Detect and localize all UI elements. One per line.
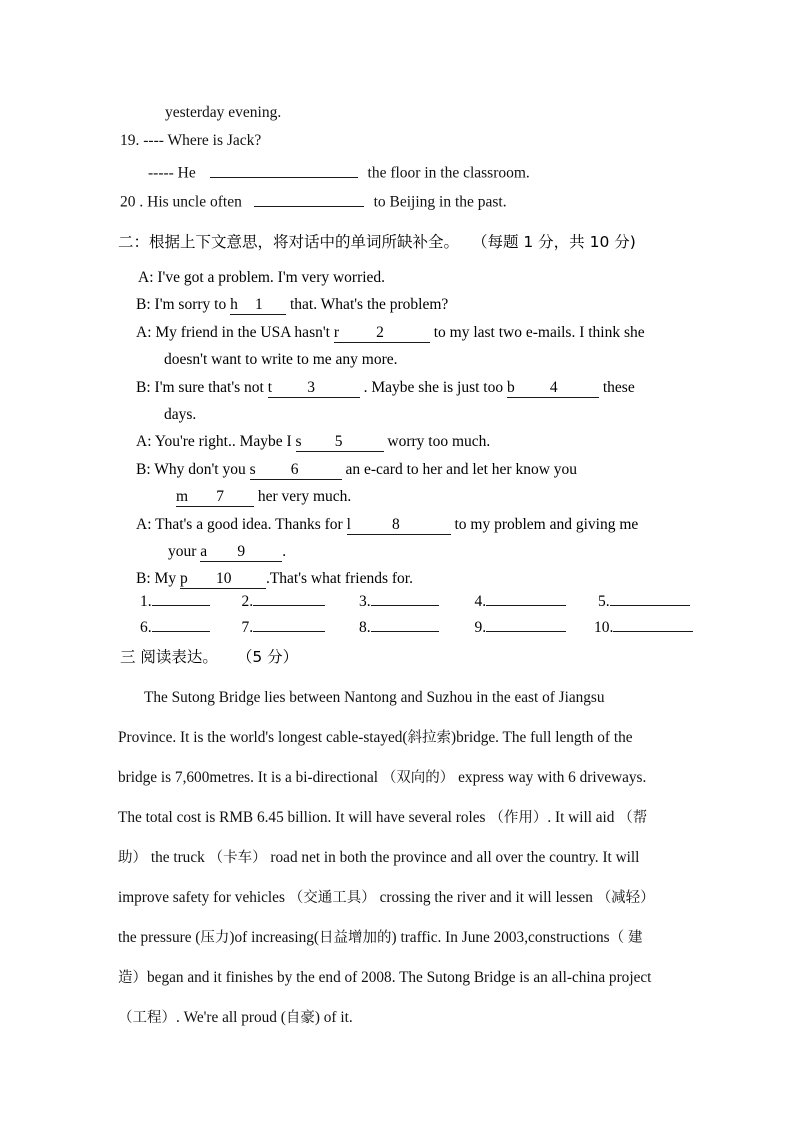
- passage-text: road net in both the province and all over the country. It will: [266, 849, 640, 866]
- passage-gloss-cn: 压力: [200, 930, 230, 946]
- question-20-text: His uncle often: [147, 193, 242, 211]
- answer-cell-6[interactable]: [140, 615, 210, 637]
- dialogue-blank-1[interactable]: [230, 296, 286, 315]
- dialogue-text: That's a good idea. Thanks for: [155, 515, 347, 533]
- blank-letter-hint: a: [200, 543, 208, 560]
- question-19-line-2: [148, 161, 530, 181]
- section-three-heading-text: 三 阅读表达。: [120, 648, 218, 666]
- passage-line: [118, 878, 678, 918]
- answer-label-5: 5.: [598, 592, 610, 610]
- question-19-blank[interactable]: [210, 161, 358, 178]
- answer-label-4: 4.: [474, 592, 487, 610]
- dialogue-text: .: [282, 543, 287, 560]
- answer-line-7[interactable]: [253, 615, 325, 632]
- passage-text: )bridge. The full length of the: [451, 729, 633, 746]
- dialogue-text: worry too much.: [383, 433, 491, 451]
- answer-cell-8[interactable]: [359, 615, 439, 637]
- answer-label-6: 6.: [140, 618, 152, 636]
- passage-gloss-cn: （: [609, 930, 625, 946]
- question-20-line: [120, 190, 507, 210]
- answer-cell-4[interactable]: [475, 589, 567, 611]
- passage-gloss-cn: 助）: [118, 850, 147, 866]
- section-three-heading-score: （5 分）: [236, 648, 299, 666]
- answer-line-1[interactable]: [152, 589, 210, 606]
- dialogue-text: You're right.. Maybe I: [154, 433, 296, 451]
- passage-gloss-cn: （卡车）: [208, 850, 267, 866]
- dialogue-text: her very much.: [254, 488, 352, 506]
- dialogue-speaker: B:: [136, 460, 155, 478]
- passage-gloss-cn: 建: [627, 930, 643, 946]
- dialogue-text: Why don't you: [154, 460, 250, 478]
- answer-cell-2[interactable]: [242, 589, 326, 611]
- dialogue-blank-3[interactable]: [268, 379, 360, 398]
- passage-gloss-cn: 日益增加的: [319, 930, 392, 946]
- dialogue-text: . Maybe she is just too: [359, 378, 507, 396]
- question-19-line-1: [120, 133, 261, 149]
- answer-line-5[interactable]: [610, 589, 690, 606]
- answer-blank-row-1: [140, 589, 690, 611]
- passage-line: [118, 918, 678, 958]
- dialogue-text: that. What's the problem?: [286, 296, 449, 314]
- passage-text: . We're all proud (: [176, 1009, 286, 1026]
- answer-line-3[interactable]: [371, 589, 439, 606]
- passage-text: improve safety for vehicles: [118, 889, 289, 906]
- blank-letter-hint: s: [249, 460, 256, 478]
- answer-cell-9[interactable]: [475, 615, 567, 637]
- passage-line: [118, 838, 678, 878]
- passage-gloss-cn: （双向的）: [381, 770, 455, 786]
- answer-cell-10[interactable]: [594, 615, 693, 637]
- dialogue-speaker: A:: [136, 515, 156, 533]
- answer-label-1: 1.: [140, 592, 152, 610]
- answer-blank-row-2: [140, 615, 693, 637]
- dialogue-line: [136, 379, 635, 398]
- dialogue-text: to my last two e-mails. I think she: [429, 323, 645, 341]
- answer-label-8: 8.: [359, 618, 371, 636]
- passage-text: )of increasing(: [229, 929, 320, 946]
- dialogue-speaker: B:: [136, 378, 155, 396]
- passage-text: the truck: [147, 849, 209, 866]
- dialogue-line: [164, 351, 398, 369]
- dialogue-text: I'm sure that's not: [154, 378, 268, 396]
- passage-line: [118, 958, 678, 998]
- blank-number: 8: [392, 515, 400, 533]
- passage-text: The total cost is RMB 6.45 billion. It will have several roles: [118, 809, 490, 826]
- dialogue-speaker: B:: [136, 296, 155, 314]
- blank-letter-hint: s: [295, 433, 302, 451]
- section-three-heading: [120, 645, 298, 667]
- blank-letter-hint: h: [230, 296, 238, 314]
- question-20-suffix: to Beijing in the past.: [373, 193, 507, 211]
- blank-number: 4: [549, 378, 558, 396]
- blank-number: 2: [376, 323, 384, 341]
- blank-number: 3: [307, 378, 315, 396]
- passage-text: express way with 6 driveways.: [454, 769, 647, 786]
- reading-passage: [118, 678, 678, 1038]
- dialogue-text: .That's what friends for.: [265, 570, 413, 588]
- blank-letter-hint: l: [346, 515, 351, 533]
- passage-gloss-cn: 斜拉索: [407, 730, 451, 746]
- dialogue-speaker: A:: [136, 323, 156, 341]
- passage-gloss-cn: （帮: [618, 810, 648, 826]
- passage-text: Province. It is the world's longest cable-stayed(: [118, 729, 408, 746]
- passage-line: [118, 998, 678, 1038]
- blank-number: 10: [215, 570, 232, 588]
- answer-cell-3[interactable]: [359, 589, 439, 611]
- answer-cell-5[interactable]: [598, 589, 690, 611]
- passage-text: began and it finishes by the end of 2008. The Sutong Bridge is an all-china project: [147, 969, 652, 986]
- passage-text: The Sutong Bridge lies between Nantong and Suzhou in the east of Jiangsu: [144, 689, 605, 706]
- blank-letter-hint: m: [176, 488, 189, 506]
- question-19-number: 19.: [120, 132, 140, 149]
- dialogue-blank-8[interactable]: [347, 516, 451, 535]
- dialogue-text: to my problem and giving me: [450, 515, 639, 533]
- answer-line-8[interactable]: [371, 615, 439, 632]
- dialogue-blank-7[interactable]: [176, 488, 254, 507]
- passage-text: ) traffic. In June 2003,constructions: [391, 929, 610, 946]
- dialogue-line: [136, 516, 638, 535]
- passage-gloss-cn: （作用）: [489, 810, 548, 826]
- dialogue-text: an e-card to her and let her know you: [341, 460, 578, 478]
- dialogue-text: days.: [164, 406, 197, 423]
- dialogue-blank-2[interactable]: [334, 324, 430, 343]
- blank-letter-hint: t: [267, 378, 273, 396]
- blank-number: 9: [237, 543, 246, 560]
- dialogue-speaker: A:: [136, 433, 155, 451]
- section-two-heading-score: （每题 1 分，共 10 分): [471, 233, 636, 251]
- dialogue-blank-5[interactable]: [296, 433, 384, 452]
- passage-gloss-cn: （减轻）: [596, 890, 655, 906]
- answer-cell-1[interactable]: [140, 589, 210, 611]
- answer-label-7: 7.: [241, 618, 254, 636]
- dialogue-text: doesn't want to write to me any more.: [164, 351, 398, 369]
- passage-line: [118, 798, 678, 838]
- dialogue-text: I've got a problem. I'm very worried.: [157, 269, 386, 286]
- answer-line-9[interactable]: [486, 615, 566, 632]
- dialogue-speaker: A:: [138, 269, 158, 286]
- dialogue-line: [136, 570, 413, 589]
- dialogue-blank-6[interactable]: [250, 461, 342, 480]
- answer-label-9: 9.: [474, 618, 487, 636]
- blank-letter-hint: b: [507, 378, 515, 396]
- dialogue-line: [136, 433, 490, 452]
- passage-text: . It will aid: [547, 809, 619, 826]
- passage-gloss-cn: （工程）: [118, 1010, 176, 1026]
- blank-number: 5: [334, 433, 343, 451]
- passage-gloss-cn: 自豪: [285, 1010, 315, 1026]
- question-19-answer-prefix: ----- He: [148, 164, 196, 182]
- carryover-line: yesterday evening.: [165, 104, 282, 121]
- answer-label-10: 10.: [594, 618, 614, 636]
- blank-letter-hint: r: [333, 323, 339, 341]
- answer-label-2: 2.: [241, 592, 254, 610]
- dialogue-text: I'm sorry to: [154, 296, 231, 314]
- blank-number: 1: [254, 296, 263, 314]
- blank-number: 6: [290, 460, 299, 478]
- dialogue-blank-4[interactable]: [507, 379, 599, 398]
- passage-gloss-cn: （交通工具）: [288, 890, 376, 906]
- question-20-number: 20 .: [120, 193, 144, 211]
- answer-line-6[interactable]: [152, 615, 210, 632]
- passage-text: crossing the river and it will lessen: [375, 889, 597, 906]
- question-19-text: ---- Where is Jack?: [143, 132, 262, 149]
- blank-number: 7: [216, 488, 224, 506]
- blank-letter-hint: p: [179, 570, 188, 588]
- answer-cell-7[interactable]: [242, 615, 326, 637]
- passage-text: bridge is 7,600metres. It is a bi-directional: [118, 769, 382, 786]
- passage-line: [118, 718, 678, 758]
- dialogue-speaker: B:: [136, 570, 155, 588]
- question-20-blank[interactable]: [254, 190, 364, 207]
- answer-line-2[interactable]: [253, 589, 325, 606]
- answer-line-10[interactable]: [613, 615, 693, 632]
- section-two-heading-text: 二：根据上下文意思，将对话中的单词所缺补全。: [118, 233, 460, 251]
- answer-line-4[interactable]: [486, 589, 566, 606]
- dialogue-blank-10[interactable]: [180, 570, 266, 589]
- passage-line: [118, 758, 678, 798]
- dialogue-line: [138, 269, 385, 287]
- passage-text: ) of it.: [314, 1009, 353, 1026]
- passage-text: the pressure (: [118, 929, 201, 946]
- dialogue-text: these: [599, 378, 635, 396]
- section-two-heading: [118, 230, 636, 252]
- dialogue-line: [176, 488, 351, 507]
- passage-line: [118, 678, 678, 718]
- dialogue-line: [164, 406, 196, 424]
- passage-gloss-cn: 造）: [118, 970, 147, 986]
- dialogue-line: [136, 296, 448, 315]
- dialogue-text: your: [168, 543, 201, 560]
- dialogue-line: [136, 324, 645, 343]
- answer-label-3: 3.: [359, 592, 371, 610]
- dialogue-text: My friend in the USA hasn't: [155, 323, 334, 341]
- dialogue-line: [136, 461, 577, 480]
- dialogue-blank-9[interactable]: [200, 543, 282, 562]
- question-19-answer-suffix: the floor in the classroom.: [367, 164, 530, 182]
- dialogue-line: [168, 543, 286, 562]
- dialogue-text: My: [154, 570, 180, 588]
